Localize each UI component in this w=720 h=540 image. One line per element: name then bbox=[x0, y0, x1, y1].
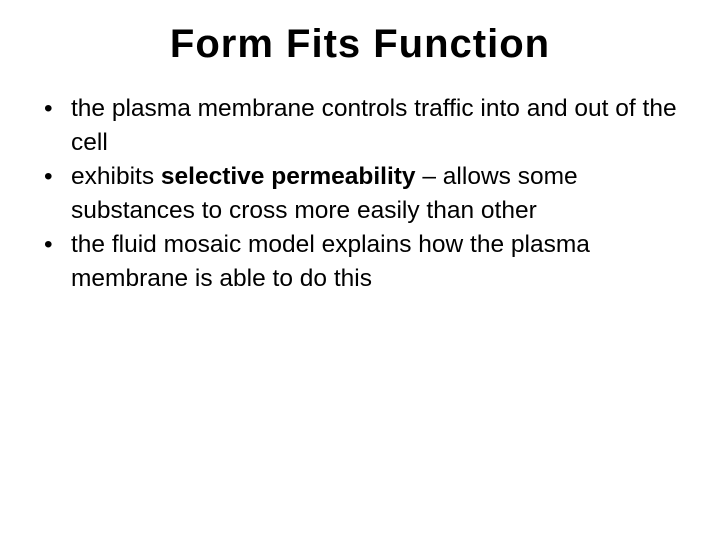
bullet-text: the plasma membrane controls traffic into and out of the cell bbox=[71, 95, 677, 156]
bullet-marker: • bbox=[44, 95, 53, 122]
bullet-text-prefix: exhibits bbox=[71, 163, 161, 190]
slide-title: Form Fits Function bbox=[169, 22, 551, 66]
bullet-list bbox=[44, 92, 704, 296]
bullet-text-suffix: – allows some substances to cross more easily than other bbox=[71, 163, 578, 224]
bullet-marker: • bbox=[44, 231, 53, 258]
bullet-marker: • bbox=[44, 163, 53, 190]
bullet-emphasis: selective permeability bbox=[160, 163, 416, 190]
bullet-text: the fluid mosaic model explains how the plasma membrane is able to do this bbox=[71, 231, 590, 292]
bullet-item-1 bbox=[44, 92, 704, 160]
bullet-item-2 bbox=[44, 160, 704, 228]
bullet-item-3 bbox=[44, 228, 704, 296]
